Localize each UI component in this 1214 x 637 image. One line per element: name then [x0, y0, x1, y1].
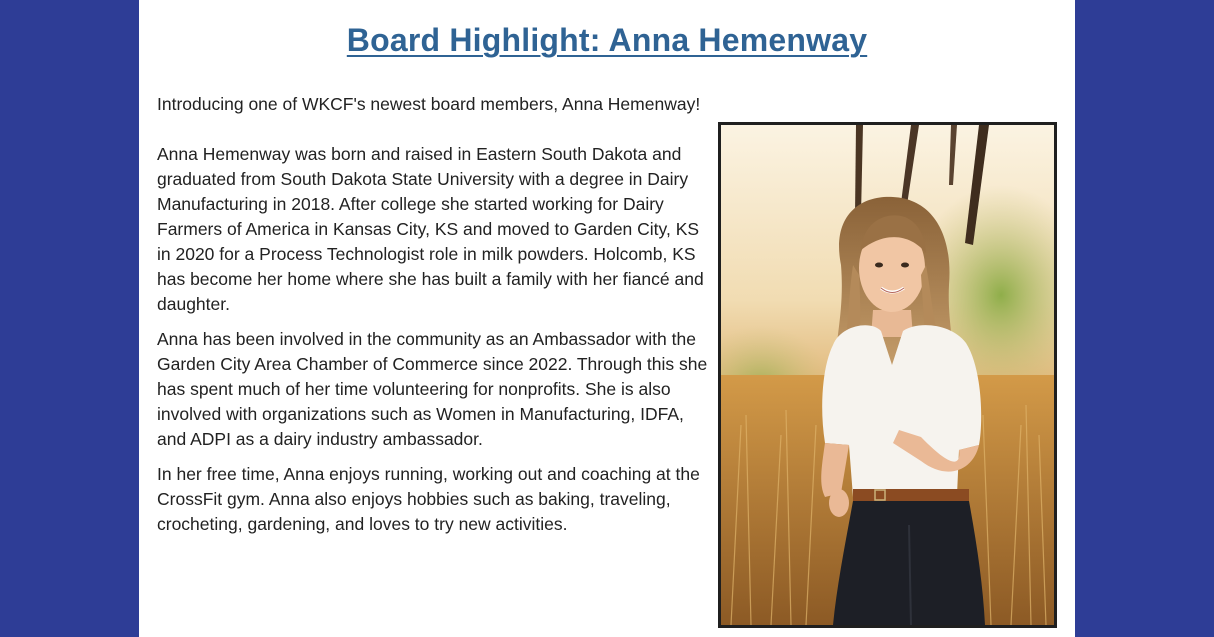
portrait-photo — [718, 122, 1057, 628]
hobbies-paragraph: In her free time, Anna enjoys running, working out and coaching at the CrossFit gym. Anna also enjoys hobbies such as baking, traveling, crocheting, gardening, and loves to try new activities. — [157, 464, 700, 534]
content-panel — [139, 0, 1075, 637]
page-title: Board Highlight: Anna Hemenway — [346, 22, 868, 58]
intro-text: Introducing one of WKCF's newest board members, Anna Hemenway! — [157, 94, 701, 114]
bio-paragraph: Anna Hemenway was born and raised in Eastern South Dakota and graduated from South Dakota State University with a degree in Dairy Manufacturing in 2018. After college she started working for Dairy Farmers of America in Kansas City, KS and moved to Garden City, KS in 2020 for a Process Technologist role in milk powders. Holcomb, KS has become her home where she has built a family with her fiancé and daughter. — [157, 144, 704, 314]
article-body — [157, 142, 717, 547]
community-paragraph: Anna has been involved in the community as an Ambassador with the Garden City Area Chamber of Commerce since 2022. Through this she has spent much of her time volunteering for nonprofits. She is also involved with organizations such as Women in Manufacturing, IDFA, and ADPI as a dairy industry ambassador. — [157, 329, 708, 449]
